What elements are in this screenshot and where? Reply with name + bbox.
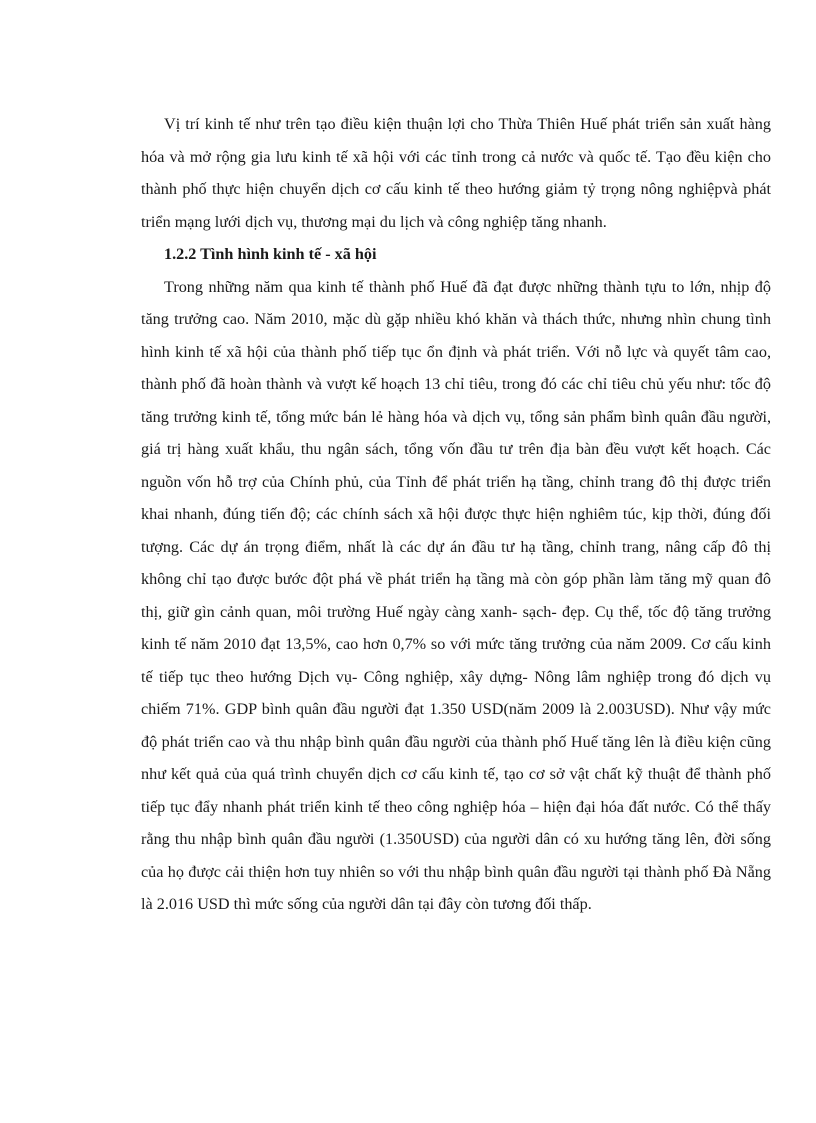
paragraph-intro: Vị trí kinh tế như trên tạo điều kiện thuận lợi cho Thừa Thiên Huế phát triển sản xuất hàng hóa và mở rộng gia lưu kinh tế xã hội với các tỉnh trong cả nước và quốc tế. Tạo đều kiện cho thành phố thực hiện chuyển dịch cơ cấu kinh tế theo hướng giảm tỷ trọng nông nghiệpvà phát triển mạng lưới dịch vụ, thương mại du lịch và công nghiệp tăng nhanh. xyxy=(141,115,771,231)
section-heading: 1.2.2 Tình hình kinh tế - xã hội xyxy=(164,245,377,263)
document-body xyxy=(141,108,771,921)
paragraph-economy: Trong những năm qua kinh tế thành phố Huế đã đạt được những thành tựu to lớn, nhịp độ tăng trưởng cao. Năm 2010, mặc dù gặp nhiều khó khăn và thách thức, nhưng nhìn chung tình hình kinh tế xã hội của thành phố tiếp tục ổn định và phát triển. Với nỗ lực và quyết tâm cao, thành phố đã hoàn thành và vượt kế hoạch 13 chỉ tiêu, trong đó các chỉ tiêu chủ yếu như: tốc độ tăng trưởng kinh tế, tổng mức bán lẻ hàng hóa và dịch vụ, tổng sản phẩm bình quân đầu người, giá trị hàng xuất khẩu, thu ngân sách, tổng vốn đầu tư trên địa bàn đều vượt kết hoạch. Các nguồn vốn hỗ trợ của Chính phủ, của Tỉnh để phát triển hạ tầng, chỉnh trang đô thị được triển khai nhanh, đúng tiến độ; các chính sách xã hội được thực hiện nghiêm túc, kịp thời, đúng đối tượng. Các dự án trọng điểm, nhất là các dự án đầu tư hạ tầng, chỉnh trang, nâng cấp đô thị không chỉ tạo được bước đột phá về phát triển hạ tầng mà còn góp phần làm tăng mỹ quan đô thị, giữ gìn cảnh quan, môi trường Huế ngày càng xanh- sạch- đẹp. Cụ thể, tốc độ tăng trưởng kinh tế năm 2010 đạt 13,5%, cao hơn 0,7% so với mức tăng trưởng của năm 2009. Cơ cấu kinh tế tiếp tục theo hướng Dịch vụ- Công nghiệp, xây dựng- Nông lâm nghiệp trong đó dịch vụ chiếm 71%. GDP bình quân đầu người đạt 1.350 USD(năm 2009 là 2.003USD). Như vậy mức độ phát triển cao và thu nhập bình quân đầu người của thành phố Huế tăng lên là điều kiện cũng như kết quả của quá trình chuyển dịch cơ cấu kinh tế, tạo cơ sở vật chất kỹ thuật để thành phố tiếp tục đẩy nhanh phát triển kinh tế theo công nghiệp hóa – hiện đại hóa đất nước. Có thể thấy rằng thu nhập bình quân đầu người (1.350USD) của người dân có xu hướng tăng lên, đời sống của họ được cải thiện hơn tuy nhiên so với thu nhập bình quân đầu người tại thành phố Đà Nẵng là 2.016 USD thì mức sống của người dân tại đây còn tương đối thấp. xyxy=(141,277,771,913)
